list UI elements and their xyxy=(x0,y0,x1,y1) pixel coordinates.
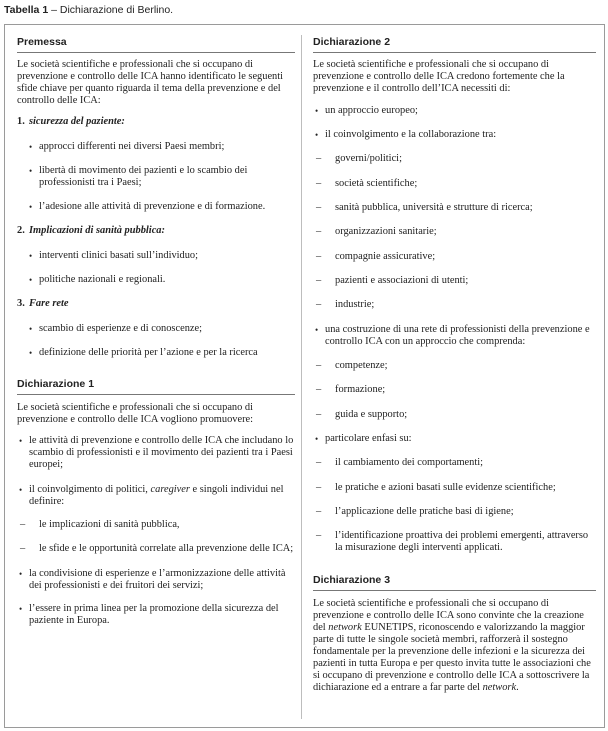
paragraph-emphasis: network xyxy=(482,682,517,693)
section-1-number: 1. xyxy=(17,116,25,127)
list-item: • definizione delle priorità per l’azione e per la ricerca xyxy=(17,347,295,359)
list-item: – compagnie assicurative; xyxy=(313,251,596,263)
list-item: – società scientifiche; xyxy=(313,178,596,190)
list-item: • approcci differenti nei diversi Paesi membri; xyxy=(17,141,295,153)
section-1-label: sicurezza del paziente: xyxy=(29,116,125,127)
list-item: – l’applicazione delle pratiche basi di igiene; xyxy=(313,506,596,518)
premessa-section-1-title xyxy=(17,116,295,128)
list-item: – il cambiamento dei comportamenti; xyxy=(313,457,596,469)
dichiarazione-1-heading: Dichiarazione 1 xyxy=(17,378,95,390)
list-item: – le pratiche e azioni basati sulle evidenze scientifiche; xyxy=(313,482,596,494)
dichiarazione-1-rule xyxy=(17,394,295,395)
list-item: – sanità pubblica, università e strutture di ricerca; xyxy=(313,202,596,214)
caption-text: Dichiarazione di Berlino. xyxy=(59,4,174,16)
list-item: – formazione; xyxy=(313,384,596,396)
list-item: • scambio di esperienze e di conoscenze; xyxy=(17,323,295,335)
section-3-number: 3. xyxy=(17,298,25,309)
item-text: il coinvolgimento di politici, xyxy=(29,484,151,495)
paragraph-text: . xyxy=(516,682,519,693)
berlin-declaration-table xyxy=(4,24,605,728)
list-item: • politiche nazionali e regionali. xyxy=(17,274,295,286)
list-item: – l’identificazione proattiva dei problemi emergenti, attraverso la misurazione degli interventi applicati. xyxy=(313,530,596,554)
list-item: • una costruzione di una rete di professionisti della prevenzione e controllo ICA con un approccio che comprenda: xyxy=(313,324,596,348)
table-caption xyxy=(4,4,173,16)
list-item: – governi/politici; xyxy=(313,153,596,165)
list-item: – pazienti e associazioni di utenti; xyxy=(313,275,596,287)
list-item: • l’essere in prima linea per la promozione della sicurezza del paziente in Europa. xyxy=(17,603,295,627)
dichiarazione-1-intro: Le società scientifiche e professionali che si occupano di prevenzione e controllo delle ICA vogliono promuovere: xyxy=(17,402,254,425)
list-item: • un approccio europeo; xyxy=(313,105,596,117)
list-item: • il coinvolgimento e la collaborazione tra: xyxy=(313,129,596,141)
dichiarazione-3-heading: Dichiarazione 3 xyxy=(313,574,391,586)
premessa-rule xyxy=(17,52,295,53)
paragraph-text: EUNETIPS, riconoscendo e valorizzando la maggior parte di tutte le singole società membri, rafforzerà il sostegno fondamentale per la prevenzione delle infezioni e la sicurezza dei pazienti in tutta Europa e per questo invita tutte le associazioni che si occupano di prevenzione e controllo delle ICA a sottoscrivere la dichiarazione ed a entrare a far parte del xyxy=(313,622,591,693)
column-divider xyxy=(301,35,302,719)
paragraph-emphasis: network xyxy=(328,622,362,633)
list-item: • l’adesione alle attività di prevenzione e di formazione. xyxy=(17,201,295,213)
dichiarazione-3-rule xyxy=(313,590,596,591)
list-item: – le implicazioni di sanità pubblica, xyxy=(17,519,295,531)
list-item: • la condivisione di esperienze e l’armonizzazione delle attività dei professionisti e dei fruitori dei servizi; xyxy=(17,568,295,592)
list-item xyxy=(17,484,295,508)
list-item: • particolare enfasi su: xyxy=(313,433,596,445)
list-item: – industrie; xyxy=(313,299,596,311)
section-2-number: 2. xyxy=(17,225,25,236)
dichiarazione-3-text xyxy=(313,598,596,694)
premessa-section-2-title xyxy=(17,225,295,237)
list-item: • interventi clinici basati sull’individuo; xyxy=(17,250,295,262)
dichiarazione-2-intro: Le società scientifiche e professionali che si occupano di prevenzione e controllo delle ICA credono fortemente che la prevenzione e il controllo dell’ICA necessiti di: xyxy=(313,59,565,94)
caption-label: Tabella 1 xyxy=(4,4,49,16)
item-emphasis: caregiver xyxy=(150,484,190,495)
dichiarazione-2-rule xyxy=(313,52,596,53)
list-item: – organizzazioni sanitarie; xyxy=(313,226,596,238)
caption-separator: – xyxy=(48,4,60,16)
paragraph-text: Le società scientifiche e professionali che si occupano di prevenzione e controllo delle ICA sono convinte che la creazione del xyxy=(313,598,584,633)
list-item: • le attività di prevenzione e controllo delle ICA che includano lo scambio di professionisti e il movimento dei pazienti tra i Paesi europei; xyxy=(17,435,295,471)
list-item: – le sfide e le opportunità correlate alla prevenzione delle ICA; xyxy=(17,543,295,555)
list-item: – guida e supporto; xyxy=(313,409,596,421)
premessa-intro: Le società scientifiche e professionali che si occupano di prevenzione e controllo delle ICA hanno identificato le seguenti sfide chiave per quanto riguarda il tema della prevenzione e del controllo delle ICA: xyxy=(17,59,284,106)
premessa-section-3-title xyxy=(17,298,295,310)
section-3-label: Fare rete xyxy=(29,298,69,309)
premessa-heading: Premessa xyxy=(17,36,67,48)
section-2-label: Implicazioni di sanità pubblica: xyxy=(29,225,165,236)
list-item: • libertà di movimento dei pazienti e lo scambio dei professionisti tra i Paesi; xyxy=(17,165,295,189)
dichiarazione-2-heading: Dichiarazione 2 xyxy=(313,36,391,48)
list-item: – competenze; xyxy=(313,360,596,372)
item-text: e singoli individui nel definire: xyxy=(29,484,284,507)
